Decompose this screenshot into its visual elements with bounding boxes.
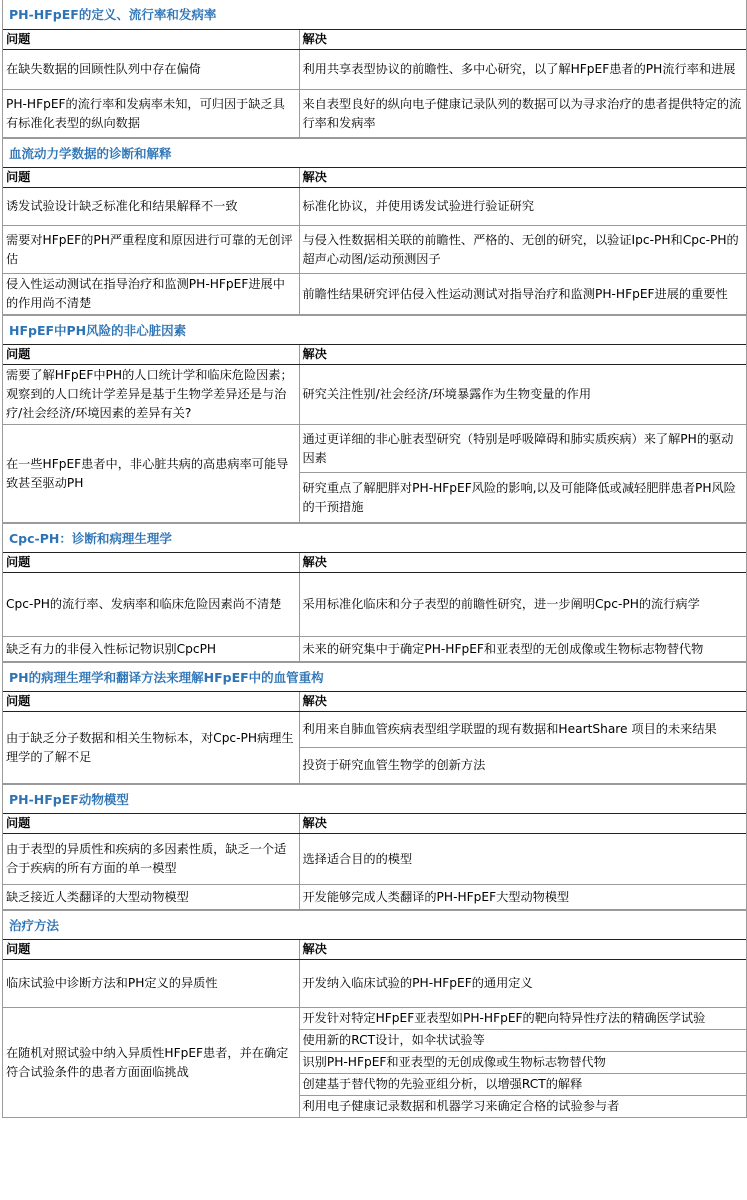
table-header-row bbox=[3, 30, 746, 50]
table-header-row bbox=[3, 345, 746, 365]
section bbox=[3, 315, 746, 523]
solution-cell: 开发针对特定HFpEF亚表型如PH-HFpEF的靶向特异性疗法的精确医学试验 bbox=[299, 1008, 746, 1030]
table-row bbox=[3, 365, 746, 425]
table-row bbox=[3, 188, 746, 226]
solution-cell: 研究重点了解肥胖对PH-HFpEF风险的影响,以及可能降低或减轻肥胖患者PH风险的干预措施 bbox=[299, 473, 746, 523]
problem-cell: 临床试验中诊断方法和PH定义的异质性 bbox=[3, 960, 299, 1008]
problem-cell: Cpc-PH的流行率、发病率和临床危险因素尚不清楚 bbox=[3, 573, 299, 637]
solution-cell: 利用共享表型协议的前瞻性、多中心研究，以了解HFpEF患者的PH流行率和进展 bbox=[299, 50, 746, 90]
header-problem: 问题 bbox=[3, 940, 299, 960]
issue-table bbox=[3, 814, 746, 910]
problem-cell: 在随机对照试验中纳入异质性HFpEF患者，并在确定符合试验条件的患者方面面临挑战 bbox=[3, 1008, 299, 1118]
issue-table bbox=[3, 553, 746, 662]
issue-table bbox=[3, 30, 746, 138]
problem-cell: 在缺失数据的回顾性队列中存在偏倚 bbox=[3, 50, 299, 90]
section-title: 血流动力学数据的诊断和解释 bbox=[3, 138, 746, 168]
header-problem: 问题 bbox=[3, 30, 299, 50]
issue-table bbox=[3, 168, 746, 315]
solution-cell: 前瞻性结果研究评估侵入性运动测试对指导治疗和监测PH-HFpEF进展的重要性 bbox=[299, 274, 746, 315]
table-row bbox=[3, 274, 746, 315]
header-solution: 解决 bbox=[299, 940, 746, 960]
solution-cell: 投资于研究血管生物学的创新方法 bbox=[299, 748, 746, 784]
section-title: Cpc-PH：诊断和病理生理学 bbox=[3, 523, 746, 553]
table-header-row bbox=[3, 814, 746, 834]
solution-cell: 未来的研究集中于确定PH-HFpEF和亚表型的无创成像或生物标志物替代物 bbox=[299, 637, 746, 662]
section-title: HFpEF中PH风险的非心脏因素 bbox=[3, 315, 746, 345]
solution-cell: 标准化协议，并使用诱发试验进行验证研究 bbox=[299, 188, 746, 226]
header-problem: 问题 bbox=[3, 692, 299, 712]
table-header-row bbox=[3, 553, 746, 573]
header-problem: 问题 bbox=[3, 345, 299, 365]
table-row bbox=[3, 712, 746, 748]
section-title: PH-HFpEF动物模型 bbox=[3, 784, 746, 814]
problem-cell: 缺乏有力的非侵入性标记物识别CpcPH bbox=[3, 637, 299, 662]
section bbox=[3, 0, 746, 138]
solution-cell: 识别PH-HFpEF和亚表型的无创成像或生物标志物替代物 bbox=[299, 1052, 746, 1074]
header-problem: 问题 bbox=[3, 553, 299, 573]
header-problem: 问题 bbox=[3, 168, 299, 188]
problem-cell: 需要对HFpEF的PH严重程度和原因进行可靠的无创评估 bbox=[3, 226, 299, 274]
table-header-row bbox=[3, 168, 746, 188]
header-solution: 解决 bbox=[299, 692, 746, 712]
problem-cell: 缺乏接近人类翻译的大型动物模型 bbox=[3, 885, 299, 910]
table-row bbox=[3, 960, 746, 1008]
table-row bbox=[3, 50, 746, 90]
table-row bbox=[3, 1008, 746, 1030]
table-row bbox=[3, 226, 746, 274]
solution-cell: 利用来自肺血管疾病表型组学联盟的现有数据和HeartShare 项目的未来结果 bbox=[299, 712, 746, 748]
section bbox=[3, 662, 746, 784]
section bbox=[3, 523, 746, 662]
problem-cell: 侵入性运动测试在指导治疗和监测PH-HFpEF进展中的作用尚不清楚 bbox=[3, 274, 299, 315]
issue-table bbox=[3, 692, 746, 784]
issue-table bbox=[3, 940, 746, 1118]
table-header-row bbox=[3, 692, 746, 712]
problem-cell: PH-HFpEF的流行率和发病率未知，可归因于缺乏具有标准化表型的纵向数据 bbox=[3, 90, 299, 138]
solution-cell: 采用标准化临床和分子表型的前瞻性研究，进一步阐明Cpc-PH的流行病学 bbox=[299, 573, 746, 637]
solution-cell: 创建基于替代物的先验亚组分析，以增强RCT的解释 bbox=[299, 1074, 746, 1096]
solution-cell: 通过更详细的非心脏表型研究（特别是呼吸障碍和肺实质疾病）来了解PH的驱动因素 bbox=[299, 425, 746, 473]
table-row bbox=[3, 573, 746, 637]
header-solution: 解决 bbox=[299, 30, 746, 50]
section-title: PH-HFpEF的定义、流行率和发病率 bbox=[3, 0, 746, 30]
section-title: 治疗方法 bbox=[3, 910, 746, 940]
solution-cell: 选择适合目的的模型 bbox=[299, 834, 746, 885]
header-solution: 解决 bbox=[299, 345, 746, 365]
table-row bbox=[3, 425, 746, 473]
table-row bbox=[3, 90, 746, 138]
problem-cell: 诱发试验设计缺乏标准化和结果解释不一致 bbox=[3, 188, 299, 226]
problem-cell: 由于缺乏分子数据和相关生物标本，对Cpc-PH病理生理学的了解不足 bbox=[3, 712, 299, 784]
table-row bbox=[3, 834, 746, 885]
header-solution: 解决 bbox=[299, 814, 746, 834]
solution-cell: 来自表型良好的纵向电子健康记录队列的数据可以为寻求治疗的患者提供特定的流行率和发病率 bbox=[299, 90, 746, 138]
table-row bbox=[3, 637, 746, 662]
solution-cell: 使用新的RCT设计，如伞状试验等 bbox=[299, 1030, 746, 1052]
issue-table bbox=[3, 345, 746, 523]
problem-cell: 需要了解HFpEF中PH的人口统计学和临床危险因素；观察到的人口统计学差异是基于生物学差异还是与治疗/社会经济/环境因素的差异有关? bbox=[3, 365, 299, 425]
table-row bbox=[3, 885, 746, 910]
document bbox=[2, 0, 747, 1118]
header-problem: 问题 bbox=[3, 814, 299, 834]
table-header-row bbox=[3, 940, 746, 960]
solution-cell: 与侵入性数据相关联的前瞻性、严格的、无创的研究，以验证Ipc-PH和Cpc-PH的超声心动图/运动预测因子 bbox=[299, 226, 746, 274]
section bbox=[3, 910, 746, 1118]
problem-cell: 由于表型的异质性和疾病的多因素性质，缺乏一个适合于疾病的所有方面的单一模型 bbox=[3, 834, 299, 885]
section bbox=[3, 784, 746, 910]
section bbox=[3, 138, 746, 315]
solution-cell: 利用电子健康记录数据和机器学习来确定合格的试验参与者 bbox=[299, 1096, 746, 1118]
problem-cell: 在一些HFpEF患者中，非心脏共病的高患病率可能导致甚至驱动PH bbox=[3, 425, 299, 523]
header-solution: 解决 bbox=[299, 553, 746, 573]
solution-cell: 开发能够完成人类翻译的PH-HFpEF大型动物模型 bbox=[299, 885, 746, 910]
solution-cell: 开发纳入临床试验的PH-HFpEF的通用定义 bbox=[299, 960, 746, 1008]
solution-cell: 研究关注性别/社会经济/环境暴露作为生物变量的作用 bbox=[299, 365, 746, 425]
section-title: PH的病理生理学和翻译方法来理解HFpEF中的血管重构 bbox=[3, 662, 746, 692]
header-solution: 解决 bbox=[299, 168, 746, 188]
